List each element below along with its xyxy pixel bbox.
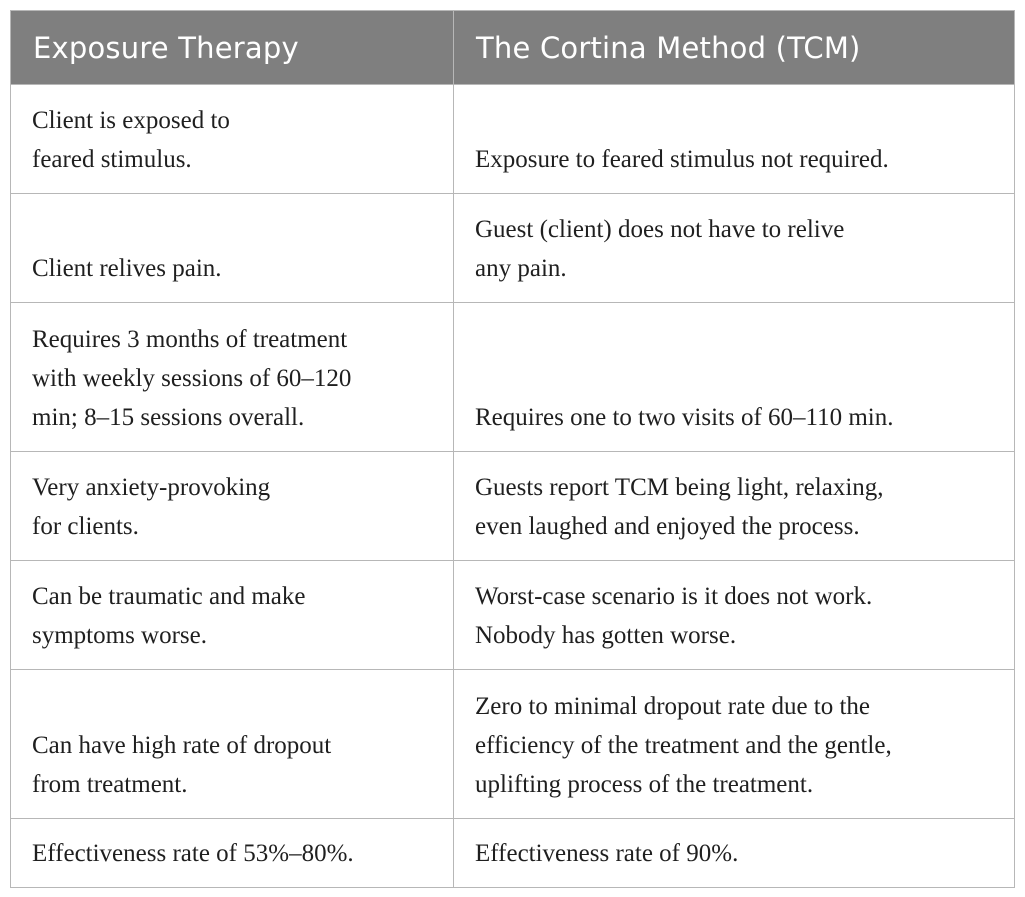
exposure-therapy-cell bbox=[11, 85, 454, 194]
cell-text: Can have high rate of dropout from treatment. bbox=[32, 732, 332, 798]
header-row bbox=[11, 11, 1015, 85]
cortina-method-cell bbox=[454, 819, 1015, 888]
table-row bbox=[11, 819, 1015, 888]
cortina-method-cell bbox=[454, 194, 1015, 303]
table-row bbox=[11, 561, 1015, 670]
cortina-method-cell bbox=[454, 561, 1015, 670]
table-row bbox=[11, 670, 1015, 819]
cell-text: Very anxiety-provoking for clients. bbox=[32, 474, 271, 540]
exposure-therapy-cell bbox=[11, 194, 454, 303]
table-row bbox=[11, 85, 1015, 194]
table-row bbox=[11, 194, 1015, 303]
table-row bbox=[11, 303, 1015, 452]
cortina-method-cell bbox=[454, 303, 1015, 452]
cell-text: Guests report TCM being light, relaxing, even laughed and enjoyed the process. bbox=[475, 474, 884, 540]
cell-text: Zero to minimal dropout rate due to the efficiency of the treatment and the gentle, uplifting process of the treatment. bbox=[475, 693, 892, 798]
exposure-therapy-cell bbox=[11, 670, 454, 819]
cell-text: Effectiveness rate of 90%. bbox=[475, 840, 739, 867]
cell-text: Can be traumatic and make symptoms worse. bbox=[32, 583, 306, 649]
table-header bbox=[11, 11, 1015, 85]
header-cortina-method: The Cortina Method (TCM) bbox=[454, 11, 1015, 85]
cell-text: Worst-case scenario is it does not work. Nobody has gotten worse. bbox=[475, 583, 873, 649]
cell-text: Requires one to two visits of 60–110 min. bbox=[475, 404, 894, 431]
header-exposure-therapy: Exposure Therapy bbox=[11, 11, 454, 85]
cell-text: Exposure to feared stimulus not required. bbox=[475, 146, 889, 173]
cell-text: Client relives pain. bbox=[32, 255, 222, 282]
cell-text: Requires 3 months of treatment with weekly sessions of 60–120 min; 8–15 sessions overall. bbox=[32, 326, 352, 431]
cell-text: Effectiveness rate of 53%–80%. bbox=[32, 840, 354, 867]
comparison-table bbox=[10, 10, 1015, 888]
exposure-therapy-cell bbox=[11, 819, 454, 888]
comparison-table-container bbox=[10, 10, 1014, 888]
cortina-method-cell bbox=[454, 670, 1015, 819]
cortina-method-cell bbox=[454, 85, 1015, 194]
exposure-therapy-cell bbox=[11, 452, 454, 561]
exposure-therapy-cell bbox=[11, 303, 454, 452]
cell-text: Guest (client) does not have to relive any pain. bbox=[475, 216, 845, 282]
cell-text: Client is exposed to feared stimulus. bbox=[32, 107, 230, 173]
table-row bbox=[11, 452, 1015, 561]
table-body bbox=[11, 85, 1015, 888]
cortina-method-cell bbox=[454, 452, 1015, 561]
exposure-therapy-cell bbox=[11, 561, 454, 670]
